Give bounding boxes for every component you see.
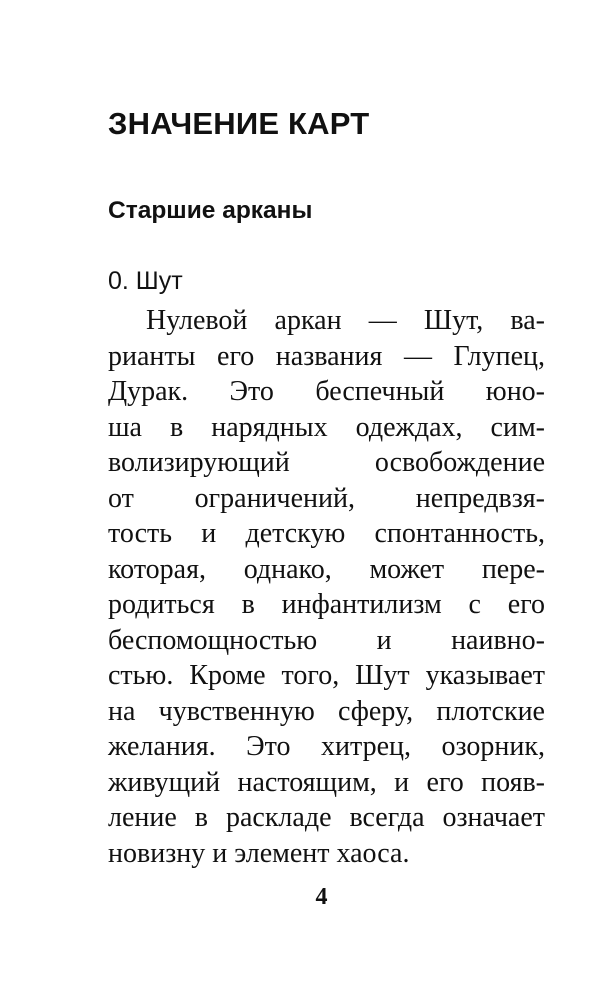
- page-number: 4: [315, 884, 328, 910]
- text-line: от ограничений, непредвзя-: [108, 482, 545, 514]
- text-line: ша в нарядных одеждах, сим-: [108, 411, 545, 443]
- text-line: живущий настоящим, и его появ-: [108, 766, 545, 798]
- text-line: тость и детскую спонтанность,: [108, 518, 545, 549]
- text-line: новизну и элемент хаоса.: [108, 837, 410, 869]
- card-heading: 0. Шут: [108, 267, 183, 295]
- text-line: Дурак. Это беспечный юно-: [108, 376, 545, 407]
- text-line: ление в раскладе всегда означает: [108, 802, 545, 833]
- card-description: [108, 303, 545, 871]
- text-line: которая, однако, может пере-: [108, 553, 545, 585]
- text-line: Нулевой аркан — Шут, ва-: [146, 305, 545, 336]
- section-title: Старшие арканы: [108, 197, 313, 224]
- text-line: рианты его названия — Глупец,: [108, 340, 545, 372]
- text-line: желания. Это хитрец, озорник,: [108, 731, 545, 762]
- text-line: волизирующий освобождение: [108, 447, 545, 478]
- chapter-title: ЗНАЧЕНИЕ КАРТ: [108, 106, 370, 141]
- text-line: беспомощностью и наивно-: [108, 624, 545, 656]
- text-line: стью. Кроме того, Шут указывает: [108, 660, 545, 691]
- text-line: родиться в инфантилизм с его: [108, 589, 545, 620]
- text-line: на чувственную сферу, плотские: [108, 695, 545, 727]
